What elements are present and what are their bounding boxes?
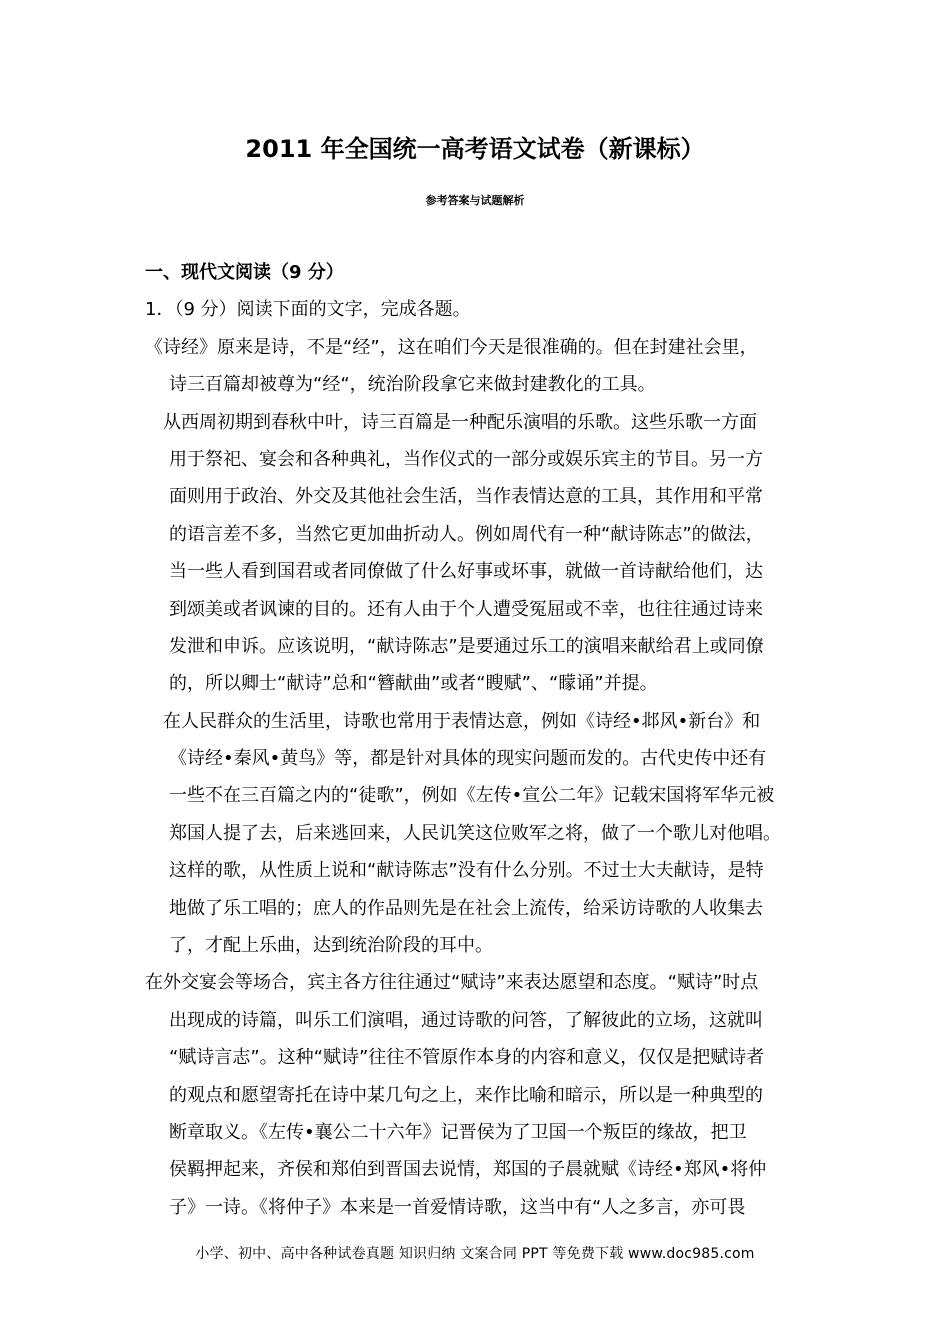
text-line: 《诗经》原来是诗，不是“经”，这在咱们今天是很准确的。但在封建社会里， <box>145 336 758 358</box>
text-line: “赋诗言志”。这种“赋诗”往往不管原作本身的内容和意义，仅仅是把赋诗者 <box>169 1047 765 1069</box>
text-line: 的观点和愿望寄托在诗中某几句之上，来作比喻和暗示，所以是一种典型的 <box>169 1084 763 1106</box>
text-line: 诗三百篇却被尊为“经“，统治阶段拿它来做封建教化的工具。 <box>169 374 656 396</box>
question-stem: 1．（9 分）阅读下面的文字，完成各题。 <box>145 299 471 321</box>
text-line: 地做了乐工唱的；庶人的作品则先是在社会上流传，给采访诗歌的人收集去 <box>169 897 763 919</box>
text-line: 在外交宴会等场合，宾主各方往往通过“赋诗”来表达愿望和态度。“赋诗”时点 <box>145 972 759 994</box>
text-line: 侯羁押起来，齐侯和郑伯到晋国去说情，郑国的子晨就赋《诗经•郑风•将仲 <box>169 1159 767 1181</box>
text-line: 子》一诗。《将仲子》本来是一首爱情诗歌，这当中有“人之多言，亦可畏 <box>169 1196 746 1218</box>
text-line: 面则用于政治、外交及其他社会生活，当作表情达意的工具，其作用和平常 <box>169 486 763 508</box>
text-line: 一些不在三百篇之内的“徒歌”，例如《左传•宣公二年》记载宋国将军华元被 <box>169 785 775 807</box>
text-line: 《诗经•秦风•黄鸟》等，都是针对具体的现实问题而发的。古代史传中还有 <box>169 748 767 770</box>
document-subtitle: 参考答案与试题解析 <box>425 194 525 207</box>
page-footer: 小学、初中、高中各种试卷真题 知识归纳 文案合同 PPT 等免费下载 www.doc985.com <box>195 1246 755 1262</box>
document-body <box>145 254 825 1226</box>
text-line: 断章取义。《左传•襄公二十六年》记晋侯为了卫国一个叛臣的缘故，把卫 <box>169 1121 747 1143</box>
section-heading: 一、现代文阅读（9 分） <box>145 262 344 283</box>
text-line: 的，所以卿士“献诗”总和“簪献曲”或者“瞍赋”、“矇诵”并提。 <box>169 673 658 695</box>
text-line: 当一些人看到国君或者同僚做了什么好事或坏事，就做一首诗献给他们，达 <box>169 561 763 583</box>
text-line: 发泄和申诉。应该说明，“献诗陈志”是要通过乐工的演唱来献给君上或同僚 <box>169 635 764 657</box>
text-line: 出现成的诗篇，叫乐工们演唱，通过诗歌的问答，了解彼此的立场，这就叫 <box>169 1009 763 1031</box>
document-title: 2011 年全国统一高考语文试卷（新课标） <box>245 135 705 163</box>
text-line: 用于祭祀、宴会和各种典礼，当作仪式的一部分或娱乐宾主的节目。另一方 <box>169 448 763 470</box>
text-line: 的语言差不多，当然它更加曲折动人。例如周代有一种“献诗陈志”的做法， <box>169 523 764 545</box>
text-line: 这样的歌，从性质上说和“献诗陈志”没有什么分别。不过士大夫献诗，是特 <box>169 860 764 882</box>
text-line: 在人民群众的生活里，诗歌也常用于表情达意，例如《诗经•邶风•新台》和 <box>163 710 761 732</box>
text-line: 到颂美或者讽谏的目的。还有人由于个人遭受冤屈或不幸，也往往通过诗来 <box>169 598 763 620</box>
text-line: 从西周初期到春秋中叶，诗三百篇是一种配乐演唱的乐歌。这些乐歌一方面 <box>163 411 757 433</box>
text-line: 了，才配上乐曲，达到统治阶段的耳中。 <box>169 935 493 957</box>
text-line: 郑国人提了去，后来逃回来，人民讥笑这位败军之将，做了一个歌儿对他唱。 <box>169 822 781 844</box>
